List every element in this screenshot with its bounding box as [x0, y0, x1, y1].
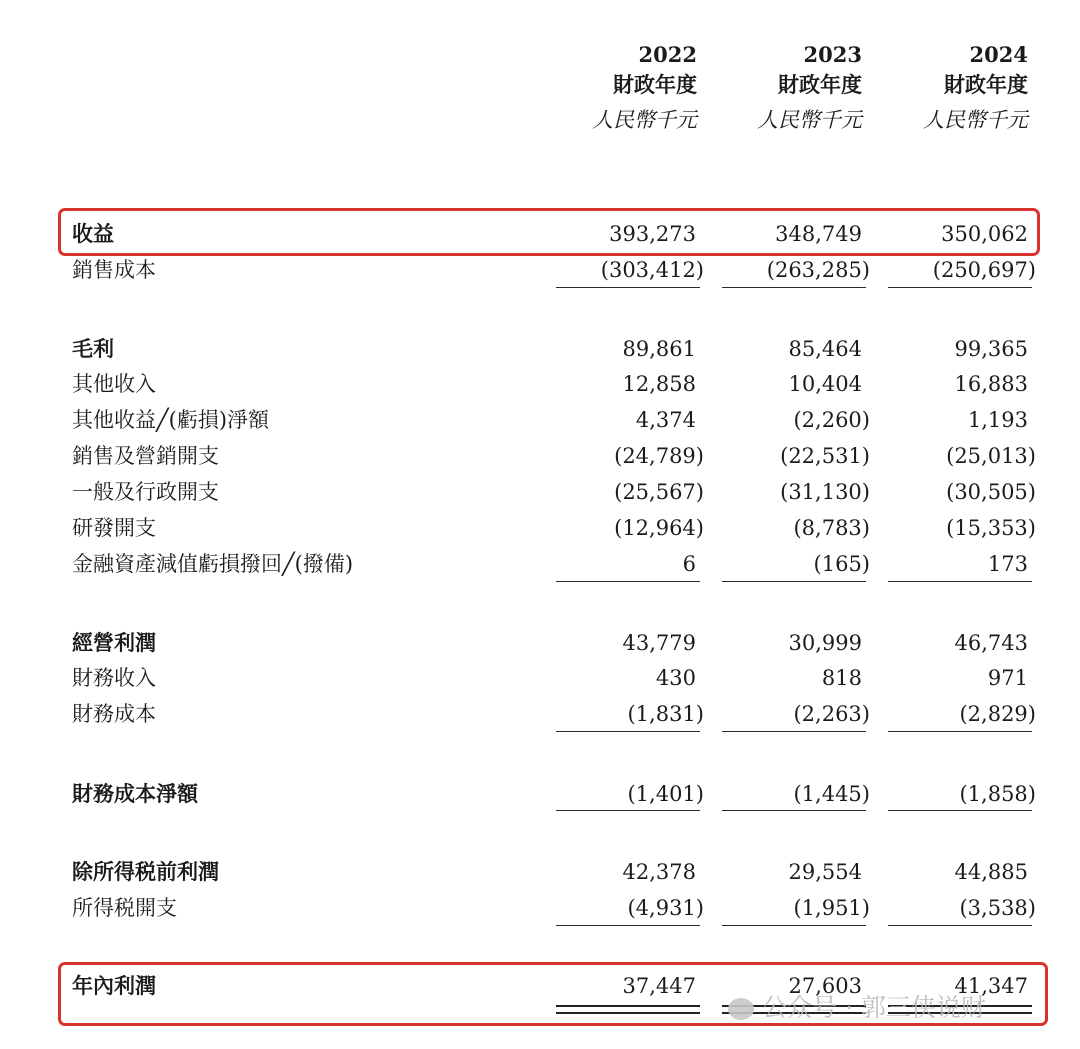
- cell-2023: 30,999: [788, 631, 862, 655]
- cell-2024: (25,013): [946, 444, 1036, 468]
- row-label: 年內利潤: [72, 973, 156, 998]
- cell-2024: (30,505): [946, 480, 1036, 504]
- rule-net-finance-2023: [722, 810, 866, 811]
- row-label: 收益: [72, 221, 114, 246]
- watermark-text: 公众号 · 郭三侠说财: [762, 993, 986, 1022]
- cell-2022: (12,964): [614, 516, 704, 540]
- cell-2023: (31,130): [780, 480, 870, 504]
- row-label: 金融資產減值虧損撥回╱(撥備): [72, 552, 354, 576]
- cell-2024: 971: [987, 666, 1028, 690]
- cell-2023: (263,285): [766, 258, 870, 282]
- cell-2024: 1,193: [967, 408, 1028, 432]
- cell-2022: 430: [655, 666, 696, 690]
- cell-2022: 4,374: [635, 408, 696, 432]
- cell-2023: (1,951): [793, 896, 870, 920]
- row-selling-expenses: [0, 438, 1080, 474]
- column-year: 2022: [638, 42, 697, 67]
- rule-cost-of-sales-2023: [722, 287, 866, 288]
- rule-finance-costs-2024: [888, 731, 1032, 732]
- cell-2024: (2,829): [959, 702, 1036, 726]
- row-other-income: [0, 366, 1080, 402]
- rule-net-finance-2022: [556, 810, 700, 811]
- column-header-2023: [702, 43, 862, 137]
- row-label: 財務成本淨額: [72, 781, 198, 806]
- row-rd-expenses: [0, 510, 1080, 546]
- row-label: 毛利: [72, 336, 114, 361]
- rule-cost-of-sales-2022: [556, 287, 700, 288]
- cell-2022: (4,931): [627, 896, 704, 920]
- cell-2022: (303,412): [600, 258, 704, 282]
- cell-2024: 16,883: [954, 372, 1028, 396]
- cell-2023: 29,554: [788, 860, 862, 884]
- cell-2023: (1,445): [793, 782, 870, 806]
- column-period: 財政年度: [613, 72, 697, 97]
- cell-2023: (8,783): [793, 516, 870, 540]
- row-label: 經營利潤: [72, 630, 156, 655]
- column-year: 2024: [969, 42, 1028, 67]
- cell-2022: (1,831): [627, 702, 704, 726]
- rule-impairment-2024: [888, 581, 1032, 582]
- row-impairment: [0, 546, 1080, 582]
- row-label: 銷售成本: [72, 258, 156, 282]
- row-income-tax: [0, 890, 1080, 926]
- watermark: [728, 988, 986, 1024]
- cell-2022: 42,378: [622, 860, 696, 884]
- rule-finance-costs-2022: [556, 731, 700, 732]
- cell-2024: (3,538): [959, 896, 1036, 920]
- cell-2023: 85,464: [788, 337, 862, 361]
- cell-2022: 12,858: [622, 372, 696, 396]
- cell-2022: 393,273: [609, 222, 696, 246]
- cell-2022: (1,401): [627, 782, 704, 806]
- row-label: 一般及行政開支: [72, 480, 219, 504]
- rule-impairment-2023: [722, 581, 866, 582]
- cell-2023: 27,603: [788, 974, 862, 998]
- row-label: 財務收入: [72, 666, 156, 690]
- cell-2024: 350,062: [941, 222, 1028, 246]
- row-admin-expenses: [0, 474, 1080, 510]
- cell-2024: (15,353): [946, 516, 1036, 540]
- highlight-box-revenue: [58, 208, 1040, 256]
- column-period: 財政年度: [944, 72, 1028, 97]
- rule-income-tax-2022: [556, 925, 700, 926]
- row-cost-of-sales: [0, 252, 1080, 288]
- row-label: 其他收入: [72, 372, 156, 396]
- row-operating-profit: [0, 625, 1080, 661]
- row-finance-income: [0, 660, 1080, 696]
- row-other-gains-losses: [0, 402, 1080, 438]
- cell-2023: 818: [821, 666, 862, 690]
- cell-2024: 173: [987, 552, 1028, 576]
- cell-2023: (2,260): [793, 408, 870, 432]
- column-year: 2023: [803, 42, 862, 67]
- cell-2024: 99,365: [954, 337, 1028, 361]
- row-gross-profit: [0, 331, 1080, 367]
- rule-finance-costs-2023: [722, 731, 866, 732]
- column-unit: 人民幣千元: [592, 108, 697, 132]
- cell-2024: 44,885: [954, 860, 1028, 884]
- cell-2022: 89,861: [622, 337, 696, 361]
- row-label: 銷售及營銷開支: [72, 444, 219, 468]
- rule-income-tax-2024: [888, 925, 1032, 926]
- column-unit: 人民幣千元: [923, 108, 1028, 132]
- column-unit: 人民幣千元: [757, 108, 862, 132]
- row-label: 其他收益╱(虧損)淨額: [72, 408, 270, 432]
- rule-impairment-2022: [556, 581, 700, 582]
- cell-2023: (165): [813, 552, 870, 576]
- row-profit-before-tax: [0, 854, 1080, 890]
- row-net-finance-costs: [0, 776, 1080, 812]
- cell-2022: 37,447: [622, 974, 696, 998]
- column-header-2024: [868, 43, 1028, 137]
- wechat-icon: [728, 998, 754, 1020]
- cell-2024: 41,347: [954, 974, 1028, 998]
- cell-2022: 43,779: [622, 631, 696, 655]
- row-label: 研發開支: [72, 516, 156, 540]
- cell-2022: (25,567): [614, 480, 704, 504]
- cell-2023: 348,749: [775, 222, 862, 246]
- row-label: 所得税開支: [72, 896, 177, 920]
- cell-2023: 10,404: [788, 372, 862, 396]
- cell-2022: (24,789): [614, 444, 704, 468]
- rule-net-finance-2024: [888, 810, 1032, 811]
- row-label: 財務成本: [72, 702, 156, 726]
- cell-2023: (22,531): [780, 444, 870, 468]
- cell-2024: (1,858): [959, 782, 1036, 806]
- row-finance-costs: [0, 696, 1080, 732]
- cell-2023: (2,263): [793, 702, 870, 726]
- row-label: 除所得税前利潤: [72, 859, 219, 884]
- cell-2024: 46,743: [954, 631, 1028, 655]
- cell-2024: (250,697): [932, 258, 1036, 282]
- rule-income-tax-2023: [722, 925, 866, 926]
- column-header-2022: [537, 43, 697, 137]
- cell-2022: 6: [682, 552, 696, 576]
- column-period: 財政年度: [778, 72, 862, 97]
- rule-cost-of-sales-2024: [888, 287, 1032, 288]
